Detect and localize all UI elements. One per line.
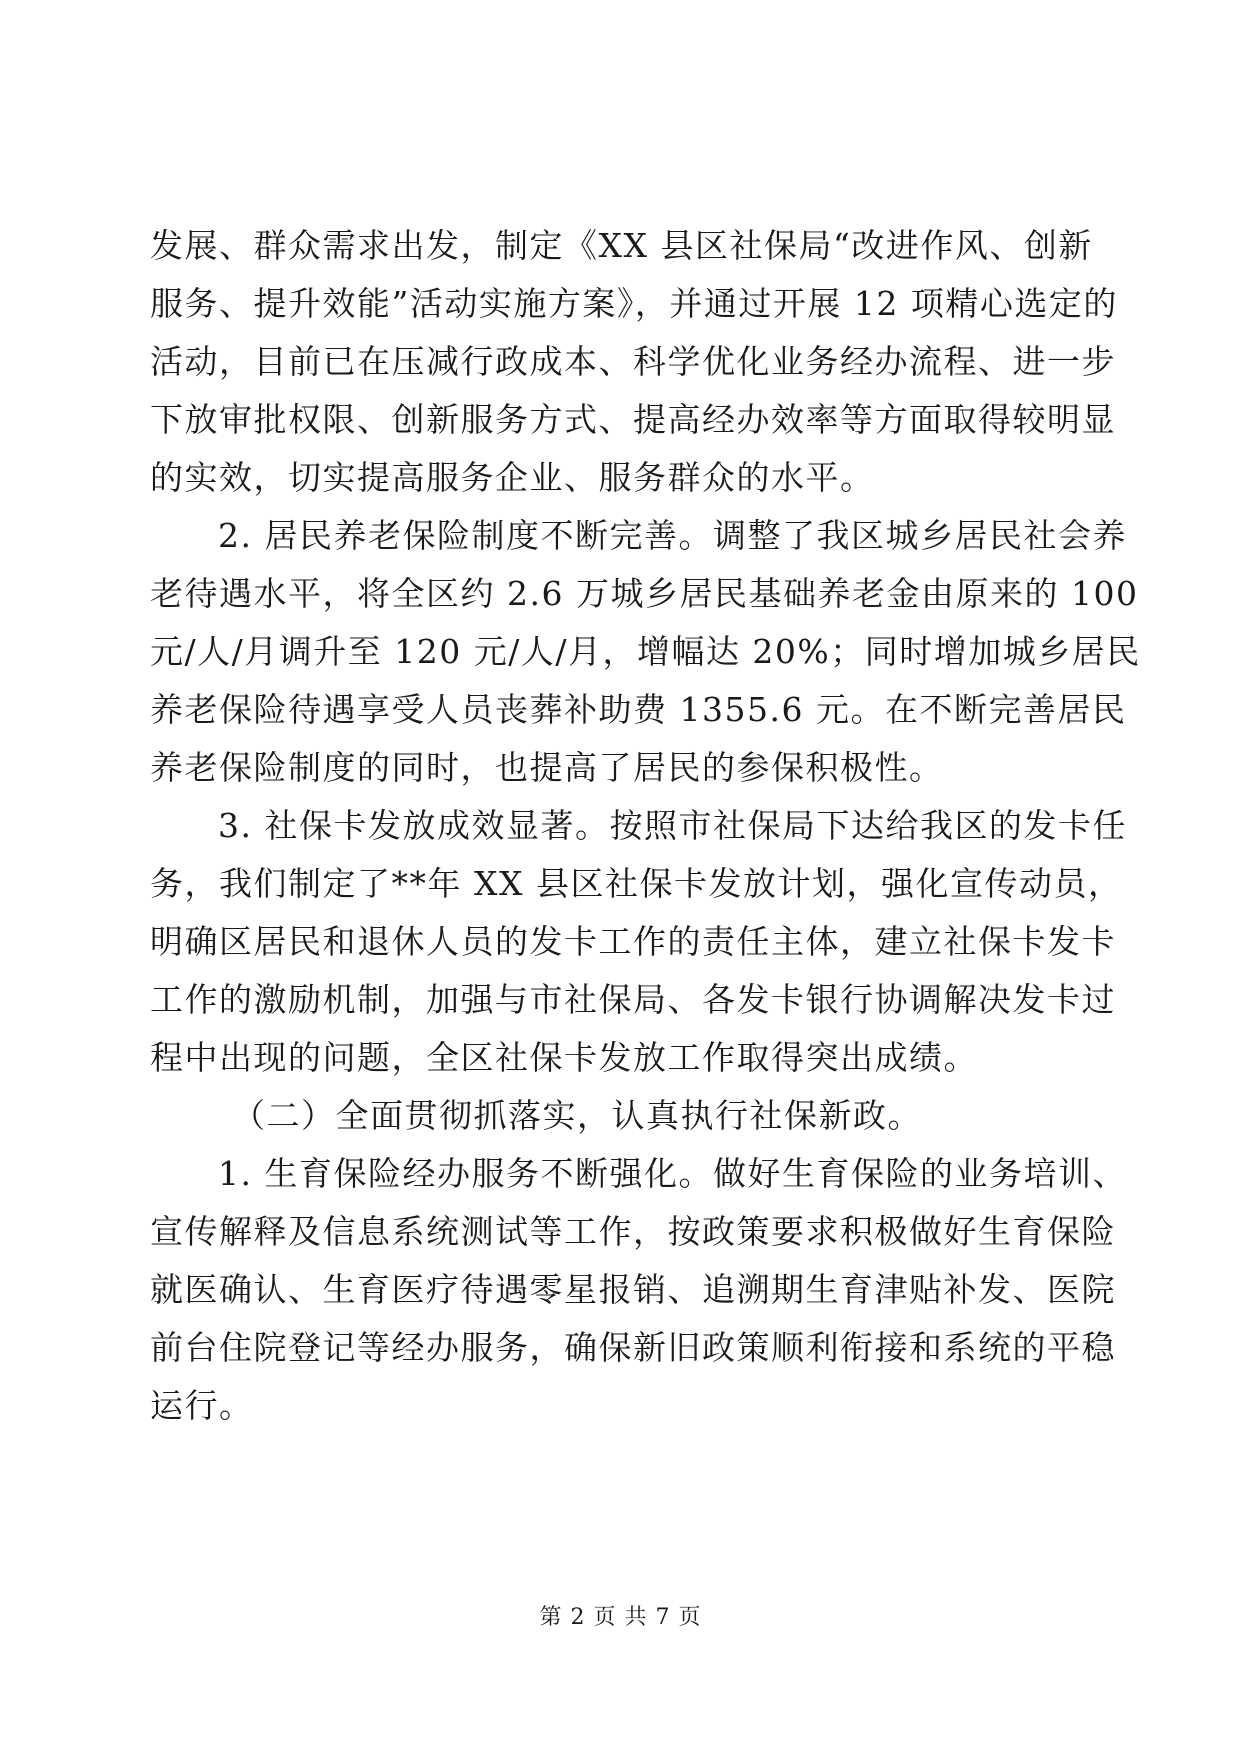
text-line: 养老保险制度的同时，也提高了居民的参保积极性。 — [150, 748, 944, 787]
text-line: 就医确认、生育医疗待遇零星报销、追溯期生育津贴补发、医院 — [150, 1270, 1116, 1309]
text-line: 的实效，切实提高服务企业、服务群众的水平。 — [150, 458, 875, 497]
text-line: 2. 居民养老保险制度不断完善。调整了我区城乡居民社会养 — [218, 516, 1127, 555]
text-line: 工作的激励机制，加强与市社保局、各发卡银行协调解决发卡过 — [150, 980, 1116, 1019]
text-line: 前台住院登记等经办服务，确保新旧政策顺利衔接和系统的平稳 — [150, 1328, 1116, 1367]
text-line: 老待遇水平，将全区约 2.6 万城乡居民基础养老金由原来的 100 — [150, 574, 1139, 613]
text-line: 1. 生育保险经办服务不断强化。做好生育保险的业务培训、 — [218, 1154, 1127, 1193]
text-line: 活动，目前已在压减行政成本、科学优化业务经办流程、进一步 — [150, 342, 1116, 381]
text-line: 服务、提升效能”活动实施方案》，并通过开展 12 项精心选定的 — [150, 284, 1118, 323]
page-number-footer: 第 2 页 共 7 页 — [539, 1605, 702, 1630]
text-line: 程中出现的问题，全区社保卡发放工作取得突出成绩。 — [150, 1038, 978, 1077]
section-heading: （二）全面贯彻抓落实，认真执行社保新政。 — [232, 1096, 922, 1135]
text-line: 下放审批权限、创新服务方式、提高经办效率等方面取得较明显 — [150, 400, 1116, 439]
text-line: 务，我们制定了**年 XX 县区社保卡发放计划，强化宣传动员， — [150, 864, 1123, 903]
text-line: 宣传解释及信息系统测试等工作，按政策要求积极做好生育保险 — [150, 1212, 1116, 1251]
text-line: 明确区居民和退休人员的发卡工作的责任主体，建立社保卡发卡 — [150, 922, 1116, 961]
text-line: 元/人/月调升至 120 元/人/月，增幅达 20%；同时增加城乡居民 — [150, 632, 1141, 671]
text-line: 3. 社保卡发放成效显著。按照市社保局下达给我区的发卡任 — [218, 806, 1127, 845]
text-line: 养老保险待遇享受人员丧葬补助费 1355.6 元。在不断完善居民 — [150, 690, 1127, 729]
text-line: 发展、群众需求出发，制定《XX 县区社保局“改进作风、创新 — [150, 226, 1093, 265]
text-line: 运行。 — [150, 1386, 254, 1425]
